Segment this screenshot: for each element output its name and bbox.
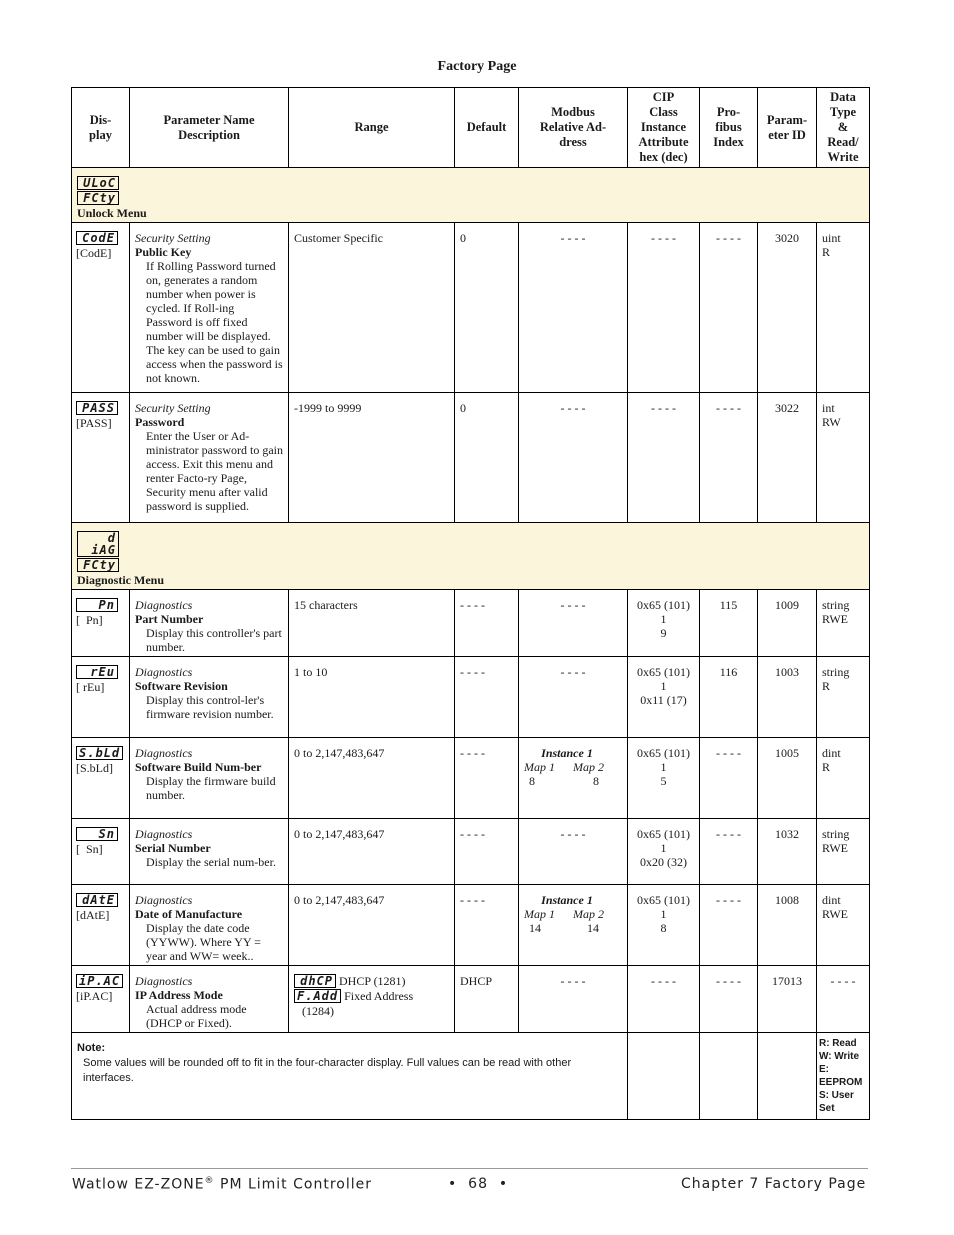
range-cell: Customer Specific bbox=[289, 223, 455, 393]
empty-cell bbox=[700, 1033, 758, 1120]
param-category: Security Setting bbox=[135, 231, 211, 245]
param-category: Diagnostics bbox=[135, 598, 193, 612]
seven-seg-display: FCty bbox=[77, 558, 119, 572]
default-cell: - - - - bbox=[455, 738, 519, 819]
param-id-cell: 1008 bbox=[758, 885, 817, 966]
data-type-cell: string R bbox=[817, 657, 870, 738]
range-option: Fixed Address bbox=[344, 989, 414, 1003]
header-data-type: Data Type & Read/ Write bbox=[817, 88, 870, 168]
data-type-cell: string RWE bbox=[817, 819, 870, 885]
note-title: Note: bbox=[77, 1042, 106, 1054]
param-id-cell: 3020 bbox=[758, 223, 817, 393]
display-code: [PASS] bbox=[76, 416, 112, 430]
cip-cell: 0x65 (101) 1 0x11 (17) bbox=[628, 657, 700, 738]
modbus-cell: - - - - bbox=[519, 657, 628, 738]
cip-cell: 0x65 (101) 1 5 bbox=[628, 738, 700, 819]
table-row bbox=[72, 393, 870, 523]
param-id-cell: 3022 bbox=[758, 393, 817, 523]
profibus-cell: - - - - bbox=[700, 885, 758, 966]
table-row bbox=[72, 885, 870, 966]
seven-seg-display: ULoC bbox=[77, 176, 119, 190]
note-row bbox=[72, 1033, 870, 1120]
param-category: Diagnostics bbox=[135, 746, 193, 760]
parameter-table bbox=[71, 87, 870, 1120]
cip-cell: 0x65 (101) 1 9 bbox=[628, 590, 700, 657]
header-default: Default bbox=[455, 88, 519, 168]
data-type-cell: - - - - bbox=[817, 966, 870, 1033]
seven-seg-display: d iAG bbox=[77, 531, 119, 557]
section-row-unlock bbox=[72, 168, 870, 223]
section-cell bbox=[72, 168, 870, 223]
seven-seg-display: dAtE bbox=[76, 893, 118, 907]
param-category: Diagnostics bbox=[135, 974, 193, 988]
param-description: Actual address mode (DHCP or Fixed). bbox=[146, 1002, 247, 1030]
range-cell: -1999 to 9999 bbox=[289, 393, 455, 523]
param-description: Display the firmware build number. bbox=[146, 774, 276, 802]
seven-seg-display: PASS bbox=[76, 401, 118, 415]
default-cell: DHCP bbox=[455, 966, 519, 1033]
param-description: Display the date code (YYWW). Where YY = year and WW= week.. bbox=[146, 921, 261, 963]
range-cell bbox=[289, 966, 455, 1033]
param-category: Diagnostics bbox=[135, 665, 193, 679]
default-cell: - - - - bbox=[455, 590, 519, 657]
param-id-cell: 1032 bbox=[758, 819, 817, 885]
param-name: Software Build Num-ber bbox=[135, 760, 262, 774]
seven-seg-display: FCty bbox=[77, 191, 119, 205]
table-row bbox=[72, 657, 870, 738]
default-cell: - - - - bbox=[455, 657, 519, 738]
seven-seg-display: dhCP bbox=[294, 974, 336, 988]
footer-divider bbox=[71, 1168, 868, 1169]
modbus-instance-title: Instance 1 bbox=[541, 893, 593, 907]
cip-cell: - - - - bbox=[628, 966, 700, 1033]
modbus-cell: - - - - bbox=[519, 819, 628, 885]
param-id-cell: 1005 bbox=[758, 738, 817, 819]
param-name: Serial Number bbox=[135, 841, 211, 855]
display-code: [dAtE] bbox=[76, 908, 110, 922]
header-parameter-name: Parameter Name Description bbox=[130, 88, 289, 168]
table-row bbox=[72, 223, 870, 393]
seven-seg-display: S.bLd bbox=[76, 746, 123, 760]
range-cell: 1 to 10 bbox=[289, 657, 455, 738]
profibus-cell: - - - - bbox=[700, 738, 758, 819]
modbus-cell: - - - - bbox=[519, 223, 628, 393]
section-label: Diagnostic Menu bbox=[77, 573, 164, 587]
param-name: IP Address Mode bbox=[135, 988, 223, 1002]
table-row bbox=[72, 738, 870, 819]
param-id-cell: 1009 bbox=[758, 590, 817, 657]
header-modbus: Modbus Relative Ad- dress bbox=[519, 88, 628, 168]
range-cell: 0 to 2,147,483,647 bbox=[289, 738, 455, 819]
empty-cell bbox=[628, 1033, 700, 1120]
header-param-id: Param- eter ID bbox=[758, 88, 817, 168]
page-title: Factory Page bbox=[437, 59, 517, 74]
footer-chapter: Chapter 7 Factory Page bbox=[681, 1176, 867, 1192]
cip-cell: - - - - bbox=[628, 393, 700, 523]
modbus-cell: Instance 1 Map 1 Map 2 8 8 bbox=[519, 738, 628, 819]
display-code: [CodE] bbox=[76, 246, 112, 260]
section-cell bbox=[72, 523, 870, 590]
param-description: Display the serial num-ber. bbox=[146, 855, 276, 869]
display-code: [ Pn] bbox=[76, 613, 103, 627]
profibus-cell: 115 bbox=[700, 590, 758, 657]
default-cell: 0 bbox=[455, 223, 519, 393]
profibus-cell: - - - - bbox=[700, 223, 758, 393]
data-type-cell: dint RWE bbox=[817, 885, 870, 966]
display-code: [iP.AC] bbox=[76, 989, 113, 1003]
param-name: Date of Manufacture bbox=[135, 907, 243, 921]
data-type-cell: int RW bbox=[817, 393, 870, 523]
param-description: Enter the User or Ad-ministrator password to gain access. Exit this menu and renter Facto-ry Page, Security menu after valid password is supplied. bbox=[146, 429, 283, 513]
table-row bbox=[72, 590, 870, 657]
param-category: Diagnostics bbox=[135, 893, 193, 907]
param-description: If Rolling Password turned on, generates a random number when power is cycled. If Roll-ing Password is off fixed number will be displayed. The key can be used to gain access when the password is not known. bbox=[146, 259, 283, 385]
profibus-cell: - - - - bbox=[700, 966, 758, 1033]
data-type-cell: string RWE bbox=[817, 590, 870, 657]
footer-page-number: • 68 • bbox=[448, 1176, 509, 1192]
param-name: Password bbox=[135, 415, 185, 429]
modbus-cell: - - - - bbox=[519, 393, 628, 523]
range-cell: 0 to 2,147,483,647 bbox=[289, 885, 455, 966]
param-id-cell: 1003 bbox=[758, 657, 817, 738]
default-cell: - - - - bbox=[455, 819, 519, 885]
section-label: Unlock Menu bbox=[77, 206, 147, 220]
range-option-extra: (1284) bbox=[302, 1004, 334, 1018]
header-cip: CIP Class Instance Attribute hex (dec) bbox=[628, 88, 700, 168]
footer-product: Watlow EZ-ZONE® PM Limit Controller bbox=[72, 1176, 372, 1193]
default-cell: - - - - bbox=[455, 885, 519, 966]
param-name: Part Number bbox=[135, 612, 204, 626]
profibus-cell: - - - - bbox=[700, 819, 758, 885]
table-row bbox=[72, 966, 870, 1033]
rw-legend: R: Read W: Write E: EEPROM S: User Set bbox=[817, 1033, 870, 1120]
table-row bbox=[72, 819, 870, 885]
display-code: [S.bLd] bbox=[76, 761, 113, 775]
param-category: Diagnostics bbox=[135, 827, 193, 841]
cip-cell: - - - - bbox=[628, 223, 700, 393]
param-category: Security Setting bbox=[135, 401, 211, 415]
cip-cell: 0x65 (101) 1 0x20 (32) bbox=[628, 819, 700, 885]
seven-seg-display: rEu bbox=[76, 665, 118, 679]
param-description: Display this controller's part number. bbox=[146, 626, 282, 654]
profibus-cell: - - - - bbox=[700, 393, 758, 523]
modbus-cell: - - - - bbox=[519, 590, 628, 657]
header-display: Dis- play bbox=[72, 88, 130, 168]
seven-seg-display: Pn bbox=[76, 598, 118, 612]
modbus-cell: - - - - bbox=[519, 966, 628, 1033]
cip-cell: 0x65 (101) 1 8 bbox=[628, 885, 700, 966]
note-cell bbox=[72, 1033, 628, 1120]
header-range: Range bbox=[289, 88, 455, 168]
note-text: Some values will be rounded off to fit in the four-character display. Full values can be read with other interfaces. bbox=[83, 1057, 572, 1084]
seven-seg-display: F.Add bbox=[294, 989, 341, 1003]
modbus-cell: Instance 1 Map 1 Map 2 14 14 bbox=[519, 885, 628, 966]
section-row-diagnostic bbox=[72, 523, 870, 590]
param-id-cell: 17013 bbox=[758, 966, 817, 1033]
modbus-instance-title: Instance 1 bbox=[541, 746, 593, 760]
data-type-cell: dint R bbox=[817, 738, 870, 819]
seven-seg-display: CodE bbox=[76, 231, 118, 245]
data-type-cell: uint R bbox=[817, 223, 870, 393]
range-option: DHCP (1281) bbox=[339, 974, 406, 988]
default-cell: 0 bbox=[455, 393, 519, 523]
seven-seg-display: Sn bbox=[76, 827, 118, 841]
profibus-cell: 116 bbox=[700, 657, 758, 738]
seven-seg-display: iP.AC bbox=[76, 974, 123, 988]
param-description: Display this control-ler's firmware revision number. bbox=[146, 693, 274, 721]
range-cell: 0 to 2,147,483,647 bbox=[289, 819, 455, 885]
empty-cell bbox=[758, 1033, 817, 1120]
header-profibus: Pro- fibus Index bbox=[700, 88, 758, 168]
param-name: Public Key bbox=[135, 245, 192, 259]
header-row bbox=[72, 88, 870, 168]
display-code: [ rEu] bbox=[76, 680, 105, 694]
display-code: [ Sn] bbox=[76, 842, 103, 856]
range-cell: 15 characters bbox=[289, 590, 455, 657]
param-name: Software Revision bbox=[135, 679, 228, 693]
